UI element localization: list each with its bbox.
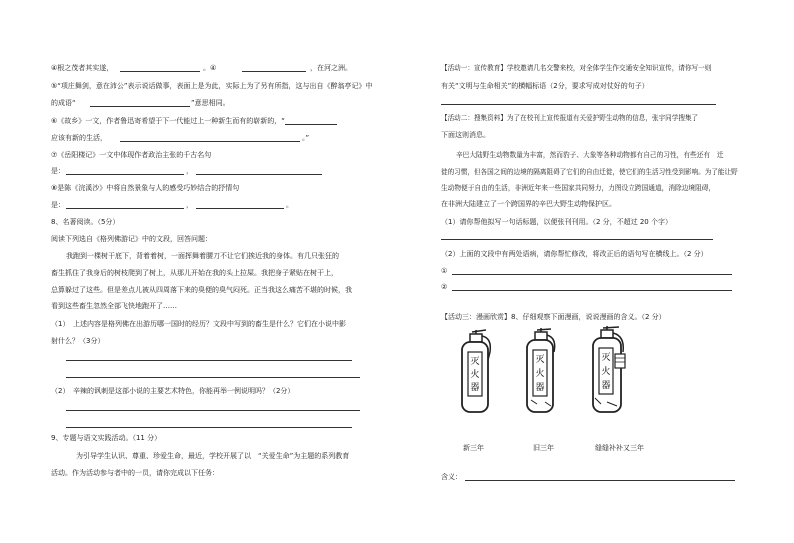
section-9-heading: 9、专题与语文实践活动。（11 分） xyxy=(51,434,162,442)
correction-1-label: ① xyxy=(441,267,448,275)
blank[interactable] xyxy=(285,124,337,125)
blank[interactable] xyxy=(196,174,322,175)
ext-label: 器 xyxy=(470,383,480,393)
left-line-9c: 。 xyxy=(286,201,293,209)
ext-label: 器 xyxy=(601,381,611,391)
blank[interactable] xyxy=(66,174,184,175)
passage-line-2: 畜生抓住了我身后的树枝爬到了树上，从那儿开始在我的头上拉屎。我把身子紧贴在树干上， xyxy=(51,269,338,277)
request-1: （1）请你帮他拟写一句话标题，以便张刊刊用。（2 分，不超过 20 个字） xyxy=(441,218,672,226)
blank[interactable] xyxy=(120,71,200,72)
activity-1: 【活动一：宣传教育】学校邀请几名交警来校，对全体学生作交通安全知识宣传，请你写一则 xyxy=(441,64,712,72)
news-line-1: 辛巴大陆野生动物数量为丰富，然而豹子、大象等各种动物都有自己的习性，有些还有 迁 xyxy=(456,151,724,159)
left-line-1c: ，在河之洲。 xyxy=(310,64,352,72)
passage-line-1: 我跑到一棵树干底下，背着着树，一面挥舞着腰刀不让它们挨近我的身体。有几只张狂的 xyxy=(66,252,339,260)
news-line-4: 在非洲大陆建立了一个跨国界的辛巴大野生动物保护区。 xyxy=(441,200,616,208)
reading-intro: 阅读下列选自《格列佛游记》中的文段，回答问题： xyxy=(51,235,212,243)
left-line-2: ⑤“项庄舞剑，意在沛公”表示说话做事，表面上是为此，实际上为了另有所指，这与出自《醉翁亭记》中 xyxy=(51,82,373,90)
left-line-1a: ④根之茂者其实遂， xyxy=(51,64,114,72)
fire-extinguisher-patched-illustration xyxy=(587,324,631,414)
blank[interactable] xyxy=(242,71,306,72)
left-line-1b: 。④ xyxy=(203,64,217,72)
caption-old: 旧三年 xyxy=(533,444,554,452)
blank[interactable] xyxy=(90,106,190,107)
left-line-3a: 的成语“ xyxy=(51,99,76,107)
answer-line[interactable] xyxy=(465,480,735,481)
left-line-9a: 是： xyxy=(51,201,65,209)
activity-1b: 有关“文明与生命相关”的横幅标语（2分，要求写成对仗好的句子） xyxy=(441,82,649,90)
left-line-6: ⑦《岳阳楼记》一文中体现作者政治主张的千古名句 xyxy=(51,151,212,159)
activity-2b: 下面这则消息。 xyxy=(441,131,490,139)
section-9-intro-1: 为引导学生认识、尊重、珍爱生命，最近，学校开展了以 “关爱生命”为主题的系列教育 xyxy=(76,452,350,460)
answer-line[interactable] xyxy=(441,239,713,240)
passage-line-4: 看到这些畜生忽然全部飞快地跑开了…… xyxy=(51,302,177,310)
fire-extinguisher-new-illustration xyxy=(454,328,498,414)
news-line-2: 徙的习惯，但各国之间的边境的隔离阻碍了它们的自由迁徙，使它们的生活习性受到影响。为了能让野 xyxy=(441,168,738,176)
left-line-5b: 。” xyxy=(302,134,310,142)
left-line-3b: ”意思相同。 xyxy=(191,99,230,107)
answer-line[interactable] xyxy=(66,410,360,411)
blank[interactable] xyxy=(196,208,284,209)
section-8-heading: 8、名著阅读。（5分） xyxy=(51,218,120,226)
ext-label: 火 xyxy=(535,369,545,379)
left-line-7a: 是： xyxy=(51,167,65,175)
answer-line[interactable] xyxy=(452,290,732,291)
passage-line-3: 总算躲过了这些。但是差点儿被从四周落下来的臭便的臭气闷死。正当我这么痛苦不堪的时候，我 xyxy=(51,286,352,294)
answer-line[interactable] xyxy=(66,377,360,378)
answer-line[interactable] xyxy=(452,274,732,275)
left-line-5a: 应该有新的生活， xyxy=(51,134,107,142)
left-line-4: ⑥《故乡》一文，作者鲁迅寄希望于下一代能过上一种新生而有的崭新的，“ xyxy=(51,117,285,125)
ext-label: 器 xyxy=(535,383,545,393)
ext-label: 火 xyxy=(470,370,480,380)
activity-2: 【活动二：搜集资料】为了在校刊上宣传报道有关爱护野生动物的信息，张宇同学搜集了 xyxy=(441,114,699,122)
section-9-intro-2: 活动。作为活动参与者中的一员，请你完成以下任务： xyxy=(51,469,219,477)
left-line-9b: ， xyxy=(186,201,193,209)
caption-patched: 缝缝补补又三年 xyxy=(595,444,644,452)
correction-2-label: ② xyxy=(441,283,448,291)
activity-3: 【活动三：漫画欣赏】8、仔细观察下面漫画，说说漫画的含义。（2 分） xyxy=(441,313,666,321)
request-2: （2）上面的文段中有两处语病，请你帮忙修改，将改正后的语句写在横线上。（2 分） xyxy=(441,250,708,258)
ext-label: 灭 xyxy=(601,353,611,363)
fire-extinguisher-old-illustration xyxy=(521,326,561,414)
answer-line[interactable] xyxy=(66,360,352,361)
blank[interactable] xyxy=(66,208,184,209)
meaning-label: 含义： xyxy=(441,473,462,481)
left-line-8: ⑧是陈《浣溪沙》中将自然景象与人的感受巧妙结合的抒情句 xyxy=(51,184,240,192)
question-1b: 射什么？（3分） xyxy=(51,337,105,345)
question-1: （1） 上述内容是格列佛在出游历哪一国时的经历？文段中写到的畜生是什么？它们在小说中影 xyxy=(51,320,346,328)
ext-label: 灭 xyxy=(535,355,545,365)
blank[interactable] xyxy=(120,141,300,142)
ext-label: 火 xyxy=(601,367,611,377)
ext-label: 灭 xyxy=(470,357,480,367)
left-line-7b: ， xyxy=(186,167,193,175)
caption-new: 新三年 xyxy=(463,444,484,452)
news-line-3: 生动物便于自由的生活，非洲近年来一些国家共同努力，力图设立跨国通道，消除边境阻碍， xyxy=(441,184,716,192)
question-2: （2） 辛辣的讽刺是这部小说的主要艺术特色，你能再举一例说明吗？（2分） xyxy=(51,387,295,395)
answer-line[interactable] xyxy=(441,104,716,105)
answer-line[interactable] xyxy=(66,427,352,428)
